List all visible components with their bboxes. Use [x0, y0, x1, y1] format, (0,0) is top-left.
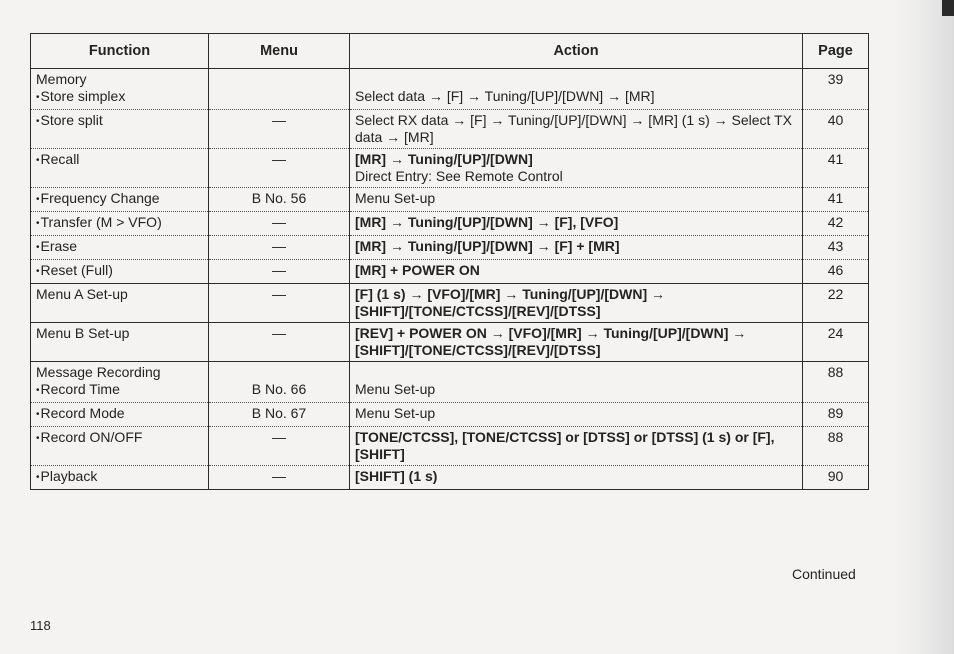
- page-number: 118: [30, 618, 51, 633]
- function-cell: [31, 110, 209, 149]
- function-label: Store split: [40, 112, 103, 128]
- header-menu: Menu: [209, 34, 350, 69]
- bullet-icon: •: [36, 385, 40, 396]
- page-cell: 41: [803, 149, 869, 188]
- function-cell: [31, 403, 209, 427]
- function-label: Frequency Change: [40, 190, 160, 206]
- action-cell: [REV] + POWER ON → [VFO]/[MR] → Tuning/[UP]/[DWN] → [SHIFT]/[TONE/CTCSS]/[REV]/[DTSS]: [350, 323, 803, 362]
- action-cell: Select RX data → [F] → Tuning/[UP]/[DWN] → [MR] (1 s) → Select TX data → [MR]: [350, 110, 803, 149]
- page-edge-shadow: [894, 0, 954, 654]
- continued-label: Continued: [792, 566, 856, 582]
- menu-cell: B No. 66: [209, 362, 350, 403]
- action-text: [MR] → Tuning/[UP]/[DWN]: [355, 151, 533, 167]
- function-label: Playback: [40, 468, 98, 484]
- action-note: Direct Entry: See Remote Control: [355, 168, 563, 184]
- menu-cell: B No. 56: [209, 188, 350, 212]
- function-label: Erase: [40, 238, 78, 254]
- function-cell: [31, 466, 209, 490]
- bullet-icon: •: [36, 218, 40, 229]
- page-corner-mark: [942, 0, 954, 16]
- function-cell: [31, 260, 209, 284]
- bullet-icon: •: [36, 92, 40, 103]
- function-label: Reset (Full): [40, 262, 113, 278]
- page-cell: 22: [803, 284, 869, 323]
- function-label: Store simplex: [40, 88, 126, 104]
- function-label: Recall: [40, 151, 80, 167]
- table-row: [31, 403, 869, 427]
- action-cell: [MR] + POWER ON: [350, 260, 803, 284]
- action-cell: [350, 69, 803, 110]
- menu-cell: —: [209, 260, 350, 284]
- action-cell: Menu Set-up: [350, 403, 803, 427]
- function-cell: [31, 69, 209, 110]
- table-row: [31, 260, 869, 284]
- function-cell: [31, 427, 209, 466]
- page-cell: 88: [803, 362, 869, 403]
- bullet-icon: •: [36, 194, 40, 205]
- table-row: [31, 284, 869, 323]
- function-reference-table: [30, 33, 869, 490]
- function-cell: Menu A Set-up: [31, 284, 209, 323]
- action-cell: [F] (1 s) → [VFO]/[MR] → Tuning/[UP]/[DWN] → [SHIFT]/[TONE/CTCSS]/[REV]/[DTSS]: [350, 284, 803, 323]
- group-heading: Memory: [36, 71, 87, 87]
- page-cell: 40: [803, 110, 869, 149]
- action-text: Menu Set-up: [355, 381, 436, 397]
- page-cell: 90: [803, 466, 869, 490]
- page-cell: 42: [803, 212, 869, 236]
- page-cell: 46: [803, 260, 869, 284]
- function-cell: [31, 212, 209, 236]
- function-cell: [31, 149, 209, 188]
- action-cell: [MR] → Tuning/[UP]/[DWN] → [F] + [MR]: [350, 236, 803, 260]
- menu-cell: —: [209, 236, 350, 260]
- menu-cell: —: [209, 149, 350, 188]
- page-cell: 24: [803, 323, 869, 362]
- function-label: Record ON/OFF: [40, 429, 143, 445]
- action-cell: [350, 362, 803, 403]
- action-cell: [MR] → Tuning/[UP]/[DWN] → [F], [VFO]: [350, 212, 803, 236]
- menu-cell: [209, 69, 350, 110]
- bullet-icon: •: [36, 242, 40, 253]
- menu-cell: B No. 67: [209, 403, 350, 427]
- function-cell: [31, 236, 209, 260]
- action-text: Select data → [F] → Tuning/[UP]/[DWN] → [MR]: [355, 88, 655, 104]
- menu-cell: —: [209, 466, 350, 490]
- header-page: Page: [803, 34, 869, 69]
- page-cell: 43: [803, 236, 869, 260]
- header-function: Function: [31, 34, 209, 69]
- function-cell: [31, 188, 209, 212]
- menu-cell: —: [209, 427, 350, 466]
- bullet-icon: •: [36, 155, 40, 166]
- table-row: [31, 236, 869, 260]
- menu-cell: —: [209, 284, 350, 323]
- action-cell: [350, 149, 803, 188]
- function-cell: [31, 362, 209, 403]
- table-row: [31, 188, 869, 212]
- bullet-icon: •: [36, 409, 40, 420]
- page-cell: 39: [803, 69, 869, 110]
- table-row: [31, 362, 869, 403]
- page-cell: 89: [803, 403, 869, 427]
- page-cell: 41: [803, 188, 869, 212]
- table-row: [31, 427, 869, 466]
- bullet-icon: •: [36, 266, 40, 277]
- header-action: Action: [350, 34, 803, 69]
- function-label: Record Time: [40, 381, 120, 397]
- table-row: [31, 110, 869, 149]
- menu-cell: —: [209, 110, 350, 149]
- table-row: [31, 466, 869, 490]
- bullet-icon: •: [36, 116, 40, 127]
- function-label: Transfer (M > VFO): [40, 214, 162, 230]
- table-row: [31, 69, 869, 110]
- table-row: [31, 149, 869, 188]
- group-heading: Message Recording: [36, 364, 161, 380]
- bullet-icon: •: [36, 433, 40, 444]
- action-cell: [SHIFT] (1 s): [350, 466, 803, 490]
- table-row: [31, 212, 869, 236]
- function-cell: Menu B Set-up: [31, 323, 209, 362]
- table-row: [31, 323, 869, 362]
- function-label: Record Mode: [40, 405, 125, 421]
- table-header-row: [31, 34, 869, 69]
- page-cell: 88: [803, 427, 869, 466]
- bullet-icon: •: [36, 472, 40, 483]
- action-cell: Menu Set-up: [350, 188, 803, 212]
- menu-cell: —: [209, 323, 350, 362]
- action-cell: [TONE/CTCSS], [TONE/CTCSS] or [DTSS] or [DTSS] (1 s) or [F], [SHIFT]: [350, 427, 803, 466]
- menu-cell: —: [209, 212, 350, 236]
